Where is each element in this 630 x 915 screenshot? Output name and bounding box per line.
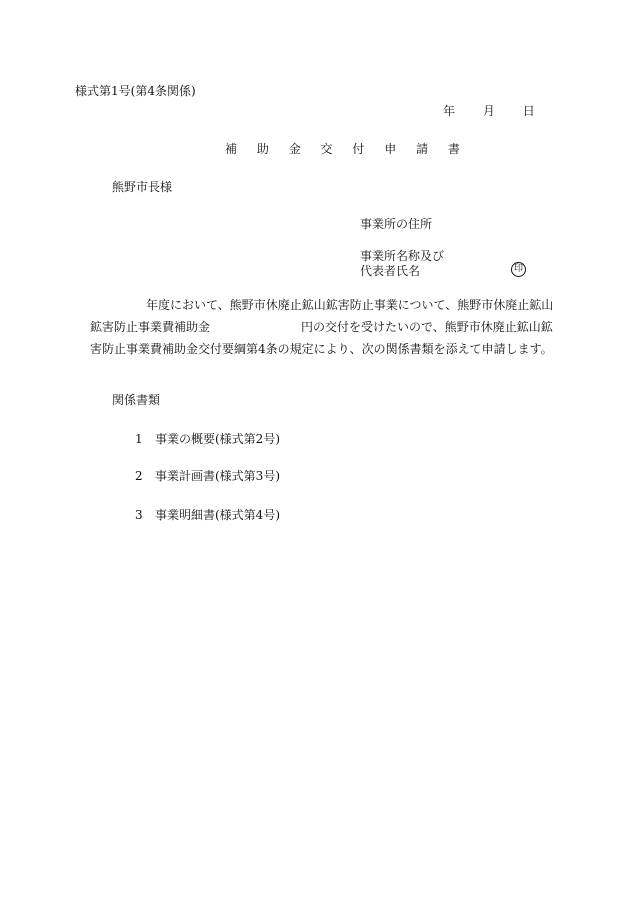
month-label: 月 — [482, 104, 495, 118]
title-char: 金 — [288, 142, 301, 156]
body-text-line-1: 年度において、熊野市休廃止鉱山鉱害防止事業について、熊野市休廃止鉱山 — [146, 298, 554, 312]
title-char: 請 — [416, 142, 429, 156]
attachment-label: 事業の概要(様式第2号) — [155, 432, 280, 446]
body-text-line-2a: 鉱害防止事業費補助金 — [90, 320, 211, 334]
body-text-line-3: 害防止事業費補助金交付要綱第4条の規定により、次の関係書類を添えて申請します。 — [90, 342, 553, 356]
name-label-line2: 代表者氏名 — [360, 264, 421, 278]
body-text-line-2b: 円の交付を受けたいので、熊野市休廃止鉱山鉱 — [301, 320, 553, 334]
address-label: 事業所の住所 — [360, 217, 433, 231]
attachment-number: 2 — [135, 469, 143, 483]
title-char: 付 — [352, 142, 365, 156]
attachment-item — [135, 432, 280, 446]
attachment-number: 3 — [135, 508, 143, 522]
attachments-heading: 関係書類 — [112, 393, 161, 407]
title-char: 交 — [320, 142, 333, 156]
title-char: 助 — [256, 142, 269, 156]
seal-mark: 印 — [511, 262, 526, 277]
title-char: 書 — [447, 142, 460, 156]
date-line — [443, 104, 535, 118]
document-title — [225, 142, 460, 156]
attachment-item — [135, 508, 280, 522]
day-label: 日 — [522, 104, 535, 118]
attachment-number: 1 — [135, 432, 143, 446]
attachment-item — [135, 469, 280, 483]
attachment-label: 事業計画書(様式第3号) — [155, 469, 280, 483]
name-label-line1: 事業所名称及び — [360, 249, 445, 263]
attachment-label: 事業明細書(様式第4号) — [155, 508, 280, 522]
addressee: 熊野市長様 — [112, 180, 173, 194]
year-label: 年 — [443, 104, 456, 118]
title-char: 申 — [384, 142, 397, 156]
title-char: 補 — [225, 142, 238, 156]
form-number: 様式第1号(第4条関係) — [75, 84, 196, 98]
